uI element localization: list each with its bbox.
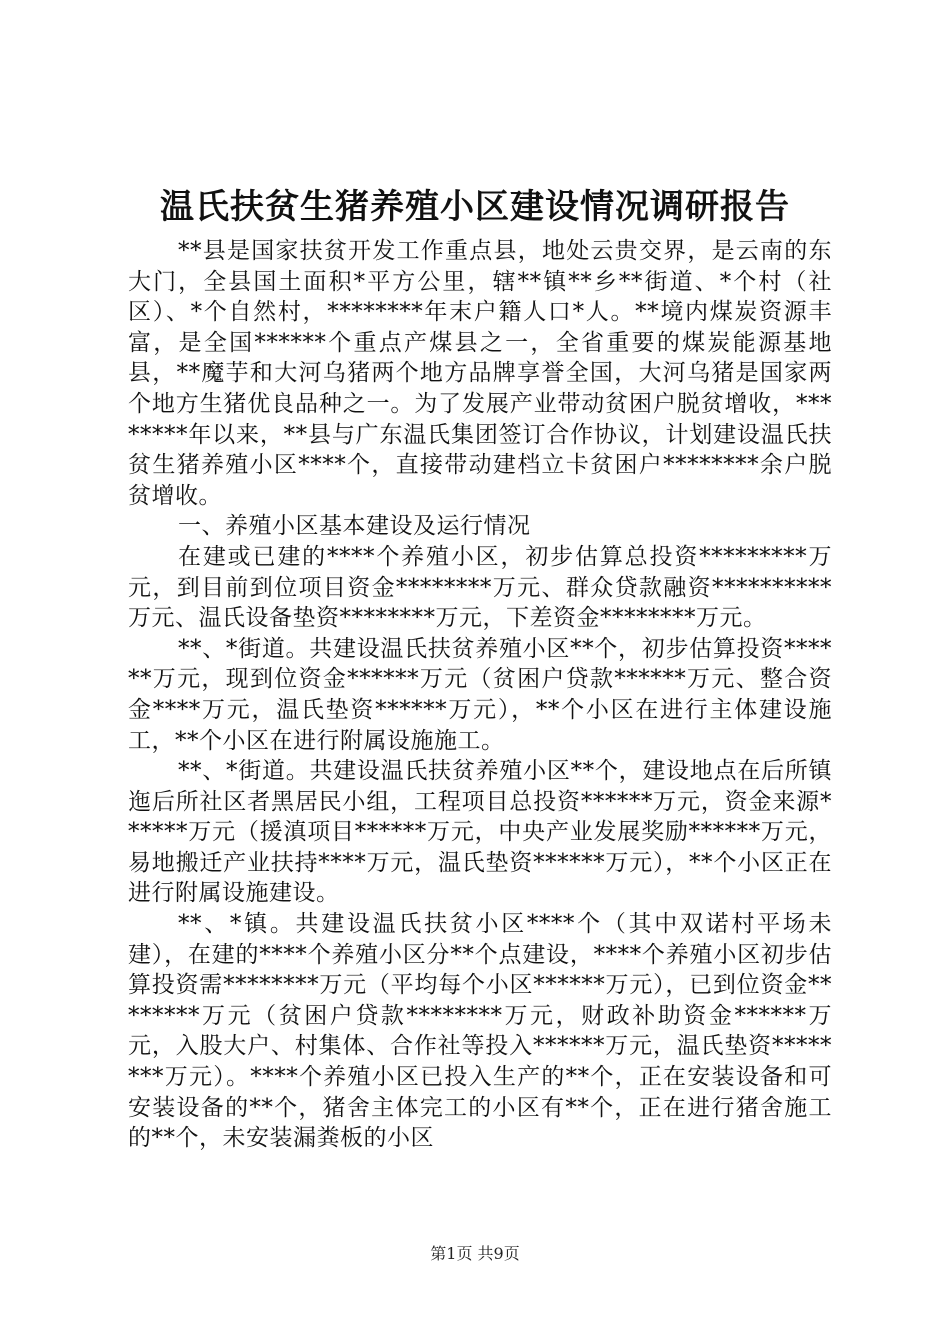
document-title: 温氏扶贫生猪养殖小区建设情况调研报告 xyxy=(160,187,790,227)
page-footer: 第1页 共9页 xyxy=(430,1244,520,1263)
paragraph-street-2: **、*街道。共建设温氏扶贫养殖小区**个，建设地点在后所镇迤后所社区者黑居民小组，工程项目总投资******万元，资金来源******万元（援滇项目******万元，中央产业发展奖励******万元，易地搬迁产业扶持****万元，温氏垫资******万元），**个小区正在进行附属设施建设。 xyxy=(128,758,832,907)
paragraph-street-1: **、*街道。共建设温氏扶贫养殖小区**个，初步估算投资******万元，现到位资金******万元（贫困户贷款******万元、整合资金****万元，温氏垫资******万元），**个小区在进行主体建设施工，**个小区在进行附属设施施工。 xyxy=(128,635,832,754)
paragraph-town: **、*镇。共建设温氏扶贫小区****个（其中双诺村平场未建），在建的****个养殖小区分**个点建设，****个养殖小区初步估算投资需********万元（平均每个小区******万元），已到位资金********万元（贫困户贷款********万元，财政补助资金******万元，入股大户、村集体、合作社等投入******万元，温氏垫资********万元）。****个养殖小区已投入生产的**个，正在安装设备和可安装设备的**个，猪舍主体完工的小区有**个，正在进行猪舍施工的**个，未安装漏粪板的小区 xyxy=(128,911,832,1152)
paragraph-investment: 在建或已建的****个养殖小区，初步估算总投资*********万元，到目前到位项目资金********万元、群众贷款融资**********万元、温氏设备垫资********万元，下差资金********万元。 xyxy=(128,543,832,632)
paragraph-intro: **县是国家扶贫开发工作重点县，地处云贵交界，是云南的东大门，全县国土面积*平方公里，辖**镇**乡**街道、*个村（社区）、*个自然村，********年末户籍人口*人。**境内煤炭资源丰富，是全国******个重点产煤县之一，全省重要的煤炭能源基地县，**魔芋和大河乌猪两个地方品牌享誉全国，大河乌猪是国家两个地方生猪优良品种之一。为了发展产业带动贫困户脱贫增收，********年以来，**县与广东温氏集团签订合作协议，计划建设温氏扶贫生猪养殖小区****个，直接带动建档立卡贫困户********余户脱贫增收。 xyxy=(128,238,832,509)
section-heading: 一、养殖小区基本建设及运行情况 xyxy=(178,513,531,540)
document-body xyxy=(128,236,832,1154)
